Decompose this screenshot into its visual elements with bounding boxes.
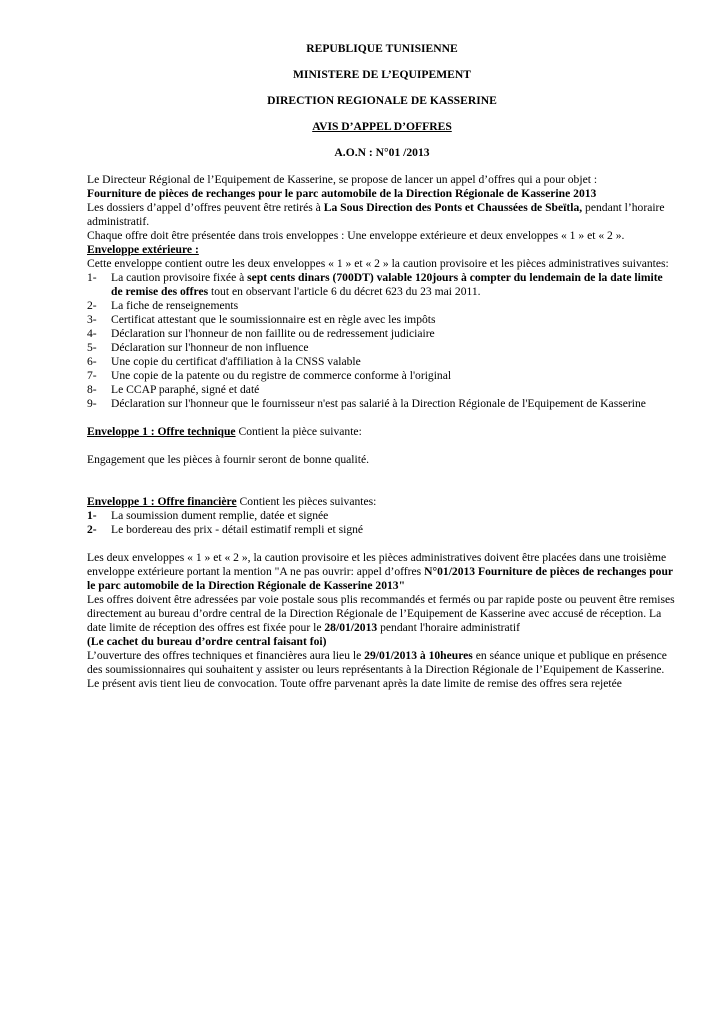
intro-line: Le Directeur Régional de l’Equipement de Kasserine, se propose de lancer un appel d’offres qui a pour objet : — [87, 173, 598, 186]
list-item-number: 2- — [87, 523, 97, 536]
list-item-number: 9- — [87, 397, 97, 410]
financial-item — [87, 509, 677, 523]
exterior-item — [87, 327, 677, 341]
opening-date: 29/01/2013 à 10heures — [364, 649, 473, 662]
exterior-item — [87, 369, 677, 383]
technical-heading-line — [87, 425, 677, 439]
list-item-text: Le CCAP paraphé, signé et daté — [111, 383, 260, 396]
list-item-bold-text: sept cents dinars (700DT) valable 120jours à compter du lendemain de la date limite de remise des offres — [111, 271, 663, 298]
list-item-text: Certificat attestant que le soumissionnaire est en règle avec les impôts — [111, 313, 436, 326]
closing-p2-pre: Les offres doivent être adressées par voie postale sous plis recommandés et fermés ou par rapide poste ou peuvent être remises directement au bureau d’ordre central de la Direction Régionale de l’Equipement de Kasserine avec accusé de réception. La date limite de réception des offres est fixée pour le — [87, 593, 675, 634]
exterior-item — [87, 383, 677, 397]
list-item-text: Déclaration sur l'honneur de non faillite ou de redressement judiciaire — [111, 327, 435, 340]
list-item-number: 5- — [87, 341, 97, 354]
list-item-number: 3- — [87, 313, 97, 326]
technical-heading-post: Contient la pièce suivante: — [235, 425, 362, 438]
exterior-description: Cette enveloppe contient outre les deux enveloppes « 1 » et « 2 » la caution provisoire et les pièces administratives suivantes: — [87, 257, 669, 270]
list-item-number: 8- — [87, 383, 97, 396]
exterior-heading: Enveloppe extérieure : — [87, 243, 199, 256]
list-item-number: 2- — [87, 299, 97, 312]
financial-item — [87, 523, 677, 537]
document-page — [87, 42, 677, 691]
financial-items-list — [87, 509, 677, 537]
direction-heading: DIRECTION REGIONALE DE KASSERINE — [267, 94, 497, 107]
closing-p3-post: en séance unique et publique en présence des soumissionnaires qui souhaitent y assister ou leurs représentants à la Direction Régionale de l’Equipement de Kasserine. Le présent avis tient lieu de convocation. Toute offre parvenant après la date limite de remise des offres sera rejetée — [87, 649, 667, 690]
republic-heading: REPUBLIQUE TUNISIENNE — [306, 42, 458, 55]
technical-heading: Enveloppe 1 : Offre technique — [87, 425, 236, 438]
list-item-text: La soumission dument remplie, datée et signée — [111, 509, 329, 522]
financial-heading-post: Contient les pièces suivantes: — [236, 495, 377, 508]
tender-object: Fourniture de pièces de rechanges pour le parc automobile de la Direction Régionale de Kasserine 2013 — [87, 187, 597, 200]
list-item-number: 1- — [87, 271, 97, 284]
list-item-number: 7- — [87, 369, 97, 382]
closing-p2-post: pendant l'horaire administratif — [377, 621, 520, 634]
list-item-text: Déclaration sur l'honneur que le fournisseur n'est pas salarié à la Direction Régionale de l'Equipement de Kasserine — [111, 397, 646, 410]
withdraw-pre: Les dossiers d’appel d’offres peuvent être retirés à — [87, 201, 324, 214]
exterior-item — [87, 299, 677, 313]
notice-title: AVIS D’APPEL D’OFFRES — [312, 120, 452, 133]
exterior-item — [87, 271, 677, 299]
closing-p1-pre: Les deux enveloppes « 1 » et « 2 », la caution provisoire et les pièces administratives doivent être placées dans une troisième enveloppe extérieure portant la mention "A ne pas ouvrir: appel d’offres — [87, 551, 667, 578]
list-item-text: Une copie de la patente ou du registre de commerce conforme à l'original — [111, 369, 452, 382]
list-item-number: 6- — [87, 355, 97, 368]
withdraw-paragraph — [87, 201, 677, 229]
exterior-item — [87, 355, 677, 369]
exterior-item — [87, 341, 677, 355]
closing-p1-post: " — [398, 579, 406, 592]
ministry-heading: MINISTERE DE L’EQUIPEMENT — [292, 68, 472, 81]
list-item-text: Déclaration sur l'honneur de non influence — [111, 341, 309, 354]
withdraw-place: La Sous Direction des Ponts et Chaussées de Sbeïtla, — [323, 201, 583, 214]
list-item-text: La fiche de renseignements — [111, 299, 239, 312]
envelopes-paragraph: Chaque offre doit être présentée dans trois enveloppes : Une enveloppe extérieure et deux enveloppes « 1 » et « 2 ». — [87, 229, 625, 242]
closing-paragraph-2 — [87, 593, 677, 635]
list-item-number: 4- — [87, 327, 97, 340]
closing-paragraph-3 — [87, 649, 677, 691]
closing-p3-pre: L’ouverture des offres techniques et financières aura lieu le — [87, 649, 365, 662]
exterior-items-list — [87, 271, 677, 411]
list-item-text: Une copie du certificat d'affiliation à la CNSS valable — [111, 355, 361, 368]
financial-heading-line — [87, 495, 677, 509]
exterior-item — [87, 313, 677, 327]
financial-heading: Enveloppe 1 : Offre financière — [87, 495, 237, 508]
list-item-text: Le bordereau des prix - détail estimatif rempli et signé — [111, 523, 364, 536]
list-item-text: La caution provisoire fixée à — [111, 271, 248, 284]
closing-paragraph-1 — [87, 551, 677, 593]
deadline-date: 28/01/2013 — [324, 621, 378, 634]
technical-body: Engagement que les pièces à fournir seront de bonne qualité. — [87, 453, 370, 466]
notice-reference: A.O.N : N°01 /2013 — [334, 146, 430, 159]
closing-p1-bold: N°01/2013 Fourniture de pièces de rechanges pour le parc automobile de la Direction Régionale de Kasserine 2013 — [87, 565, 673, 592]
list-item-number: 1- — [87, 509, 97, 522]
list-item-post-text: tout en observant l'article 6 du décret 623 du 23 mai 2011. — [208, 285, 481, 298]
stamp-note: (Le cachet du bureau d’ordre central faisant foi) — [87, 635, 327, 648]
exterior-item — [87, 397, 677, 411]
withdraw-post: pendant l’horaire administratif. — [87, 201, 665, 228]
